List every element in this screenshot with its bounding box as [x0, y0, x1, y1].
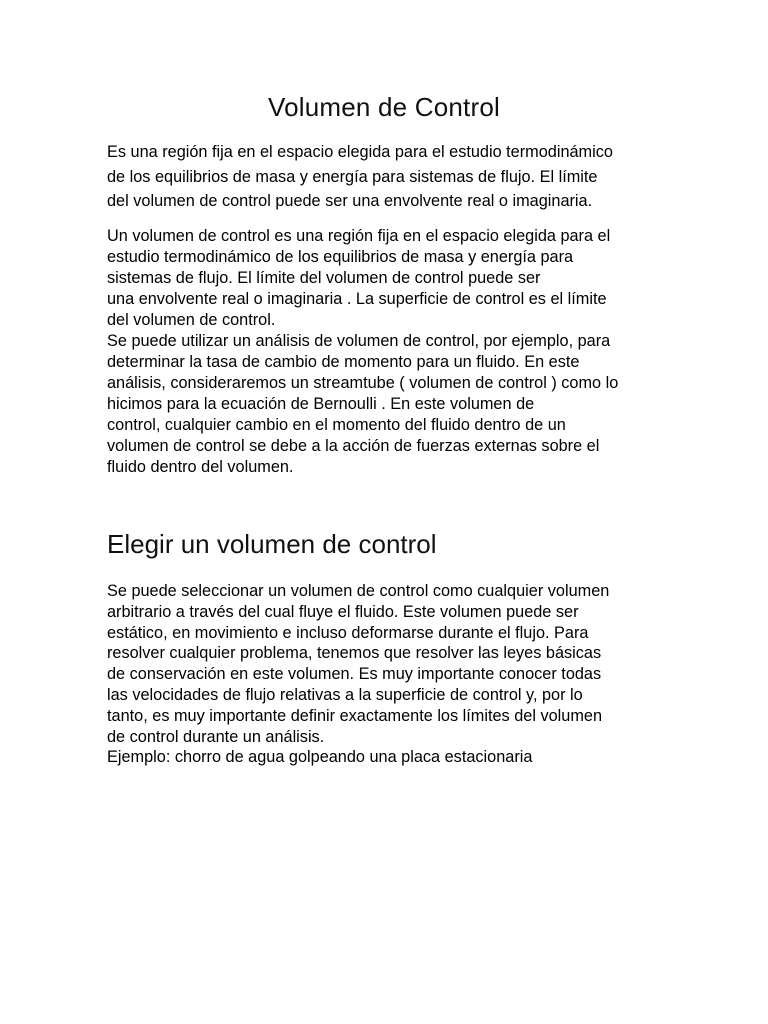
text-line: fluido dentro del volumen. — [107, 458, 294, 476]
text-line: del volumen de control. — [107, 311, 276, 329]
text-line: de conservación en este volumen. Es muy importante conocer todas — [107, 665, 602, 684]
text-line: control, cualquier cambio en el momento del fluido dentro de un — [107, 416, 566, 434]
detail-paragraph — [107, 226, 667, 478]
text-line: Se puede utilizar un análisis de volumen de control, por ejemplo, para — [107, 332, 611, 350]
choose-paragraph — [107, 581, 667, 768]
text-line: resolver cualquier problema, tenemos que resolver las leyes básicas — [107, 644, 602, 663]
text-line: las velocidades de flujo relativas a la superficie de control y, por lo — [107, 685, 583, 704]
text-line: estático, en movimiento e incluso deformarse durante el flujo. Para — [107, 623, 589, 642]
text-line: sistemas de flujo. El límite del volumen de control puede ser — [107, 269, 541, 287]
text-line: Se puede seleccionar un volumen de control como cualquier volumen — [107, 582, 610, 600]
section-heading: Elegir un volumen de control — [107, 529, 437, 559]
text-line: tanto, es muy importante definir exactamente los límites del volumen — [107, 706, 603, 725]
text-line: Es una región fija en el espacio elegida para el estudio termodinámico — [107, 143, 613, 161]
text-line: de los equilibrios de masa y energía para sistemas de flujo. El límite — [107, 167, 598, 186]
text-line: arbitrario a través del cual fluye el fluido. Este volumen puede ser — [107, 602, 579, 621]
text-line: volumen de control se debe a la acción de fuerzas externas sobre el — [107, 437, 600, 455]
intro-paragraph — [107, 140, 667, 214]
text-line: análisis, consideraremos un streamtube ( volumen de control ) como lo — [107, 374, 619, 392]
text-line: estudio termodinámico de los equilibrios de masa y energía para — [107, 248, 574, 266]
document-title: Volumen de Control — [268, 92, 500, 122]
text-line: Un volumen de control es una región fija en el espacio elegida para el — [107, 227, 611, 245]
text-line: de control durante un análisis. — [107, 727, 325, 746]
text-line: hicimos para la ecuación de Bernoulli . En este volumen de — [107, 395, 535, 413]
text-line: Ejemplo: chorro de agua golpeando una placa estacionaria — [107, 748, 533, 767]
text-line: del volumen de control puede ser una envolvente real o imaginaria. — [107, 192, 593, 210]
text-line: determinar la tasa de cambio de momento para un fluido. En este — [107, 353, 580, 371]
text-line: una envolvente real o imaginaria . La superficie de control es el límite — [107, 290, 607, 308]
